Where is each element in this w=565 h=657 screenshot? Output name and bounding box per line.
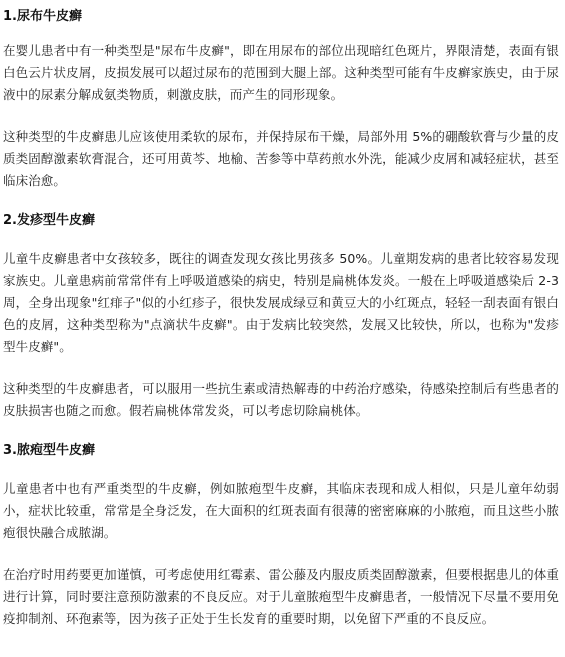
section-heading-pustular-psoriasis: 3.脓疱型牛皮癣 (3, 443, 95, 458)
paragraph: 这种类型的牛皮癣患儿应该使用柔软的尿布，并保持尿布干燥，局部外用 5%的硼酸软膏与少量的皮质类固醇激素软膏混合，还可用黄芩、地榆、苦参等中草药煎水外洗，能减少皮屑和减轻症状，甚至临床治愈。 (3, 129, 559, 188)
paragraph: 在婴儿患者中有一种类型是"尿布牛皮癣"，即在用尿布的部位出现暗红色斑片，界限清楚，表面有银白色云片状皮屑，皮损发展可以超过尿布的范围到大腿上部。这种类型可能有牛皮癣家族史，由于尿液中的尿素分解成氨类物质，刺激皮肤，而产生的同形现象。 (3, 43, 559, 102)
section-heading-diaper-psoriasis: 1.尿布牛皮癣 (3, 9, 82, 24)
paragraph: 这种类型的牛皮癣患者，可以服用一些抗生素或清热解毒的中药治疗感染，待感染控制后有些患者的皮肤损害也随之而愈。假若扁桃体常发炎，可以考虑切除扁桃体。 (3, 381, 559, 418)
paragraph: 在治疗时用药要更加谨慎，可考虑使用红霉素、雷公藤及内服皮质类固醇激素，但要根据患儿的体重进行计算，同时要注意预防激素的不良反应。对于儿童脓疱型牛皮癣患者，一般情况下尽量不要用免疫抑制剂、环孢素等，因为孩子正处于生长发育的重要时期，以免留下严重的不良反应。 (3, 567, 559, 626)
paragraph: 儿童牛皮癣患者中女孩较多，既往的调查发现女孩比男孩多 50%。儿童期发病的患者比较容易发现家族史。儿童患病前常常伴有上呼吸道感染的病史，特别是扁桃体发炎。一般在上呼吸道感染后 2-3 周，全身出现象"红痱子"似的小红疹子，很快发展成绿豆和黄豆大的小红斑点，轻轻一刮表面有银白色的皮屑，这种类型称为"点滴状牛皮癣"。由于发病比较突然，发展又比较快，所以，也称为"发疹型牛皮癣"。 (3, 251, 559, 354)
paragraph: 儿童患者中也有严重类型的牛皮癣，例如脓疱型牛皮癣，其临床表现和成人相似，只是儿童年幼弱小，症状比较重，常常是全身泛发，在大面积的红斑表面有很薄的密密麻麻的小脓疱，而且这些小脓疱很快融合成脓湖。 (3, 481, 559, 540)
section-heading-eruptive-psoriasis: 2.发疹型牛皮癣 (3, 213, 95, 228)
